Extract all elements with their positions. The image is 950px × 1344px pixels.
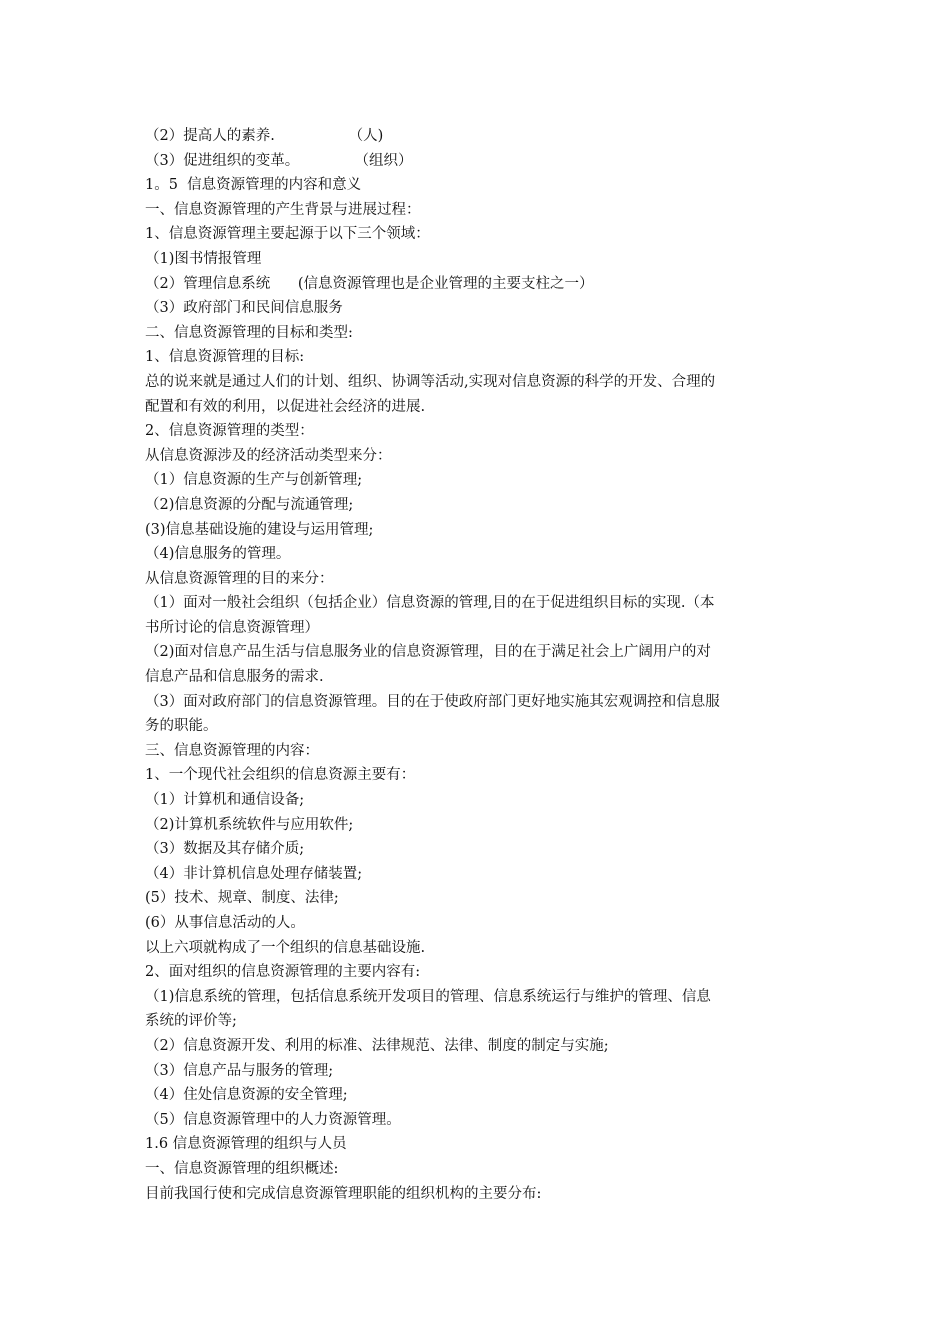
list-item: （1)图书情报管理 [145,250,262,267]
subsection-heading: 一、信息资源管理的产生背景与进展过程： [145,201,421,218]
section-heading: 1。5 信息资源管理的内容和意义 [145,177,362,194]
list-item: （2)计算机系统软件与应用软件; [145,816,354,833]
list-item: （2)信息资源的分配与流通管理; [145,496,354,513]
list-item: （3）信息产品与服务的管理; [145,1062,334,1079]
list-item: (6）从事信息活动的人。 [145,915,305,931]
subsection-heading: 一、信息资源管理的组织概述: [145,1160,339,1177]
paragraph-line: 配置和有效的利用，以促进社会经济的进展. [145,398,426,415]
text-line: 1、信息资源管理主要起源于以下三个领域： [145,226,430,243]
list-item: （4）住处信息资源的安全管理; [145,1087,348,1104]
text-line: 2、面对组织的信息资源管理的主要内容有: [145,964,421,981]
list-item: （2）信息资源开发、利用的标准、法律规范、法律、制度的制定与实施; [145,1037,609,1054]
list-item: （3）数据及其存储介质; [145,841,305,858]
list-item: （5）信息资源管理中的人力资源管理。 [145,1111,401,1128]
list-item: (3)信息基础设施的建设与运用管理; [145,521,374,538]
text-line: 2、信息资源管理的类型： [145,423,314,440]
list-item: （2）管理信息系统 (信息资源管理也是企业管理的主要支柱之一） [145,275,594,292]
text-line: 从信息资源涉及的经济活动类型来分： [145,447,392,464]
list-item: （1）计算机和通信设备; [145,792,305,809]
list-item: （1)信息系统的管理，包括信息系统开发项目的管理、信息系统运行与维护的管理、信息 [145,988,711,1005]
text-line: 1、信息资源管理的目标: [145,349,305,366]
subsection-heading: 三、信息资源管理的内容： [145,742,319,759]
list-item-continuation: 信息产品和信息服务的需求. [145,669,324,686]
list-item: (5）技术、规章、制度、法律; [145,890,339,907]
text-line: 目前我国行使和完成信息资源管理职能的组织机构的主要分布: [145,1185,542,1202]
list-item: （1）信息资源的生产与创新管理; [145,472,363,489]
list-item: （3）面对政府部门的信息资源管理。目的在于使政府部门更好地实施其宏观调控和信息服 [145,693,720,710]
list-item: （1）面对一般社会组织（包括企业）信息资源的管理,目的在于促进组织目标的实现.（本 [145,595,715,612]
list-item-continuation: 务的职能。 [145,718,218,735]
section-heading: 1.6 信息资源管理的组织与人员 [145,1136,347,1153]
list-item-continuation: 系统的评价等; [145,1013,237,1030]
text-line: 1、一个现代社会组织的信息资源主要有： [145,767,416,784]
text-line: （3）促进组织的变革。 （组织） [145,152,413,169]
list-item: （2)面对信息产品生活与信息服务业的信息资源管理，目的在于满足社会上广阔用户的对 [145,644,711,661]
list-item: （4)信息服务的管理。 [145,546,291,563]
subsection-heading: 二、信息资源管理的目标和类型: [145,324,353,341]
text-line: 以上六项就构成了一个组织的信息基础设施. [145,939,426,956]
text-line: 从信息资源管理的目的来分： [145,570,334,587]
list-item: （4）非计算机信息处理存储装置; [145,865,363,882]
list-item: （3）政府部门和民间信息服务 [145,300,343,317]
text-line: （2）提高人的素养. （人) [145,128,384,144]
paragraph-line: 总的说来就是通过人们的计划、组织、协调等活动,实现对信息资源的科学的开发、合理的 [145,373,716,390]
document-body [145,124,815,1206]
list-item-continuation: 书所讨论的信息资源管理） [145,619,319,636]
